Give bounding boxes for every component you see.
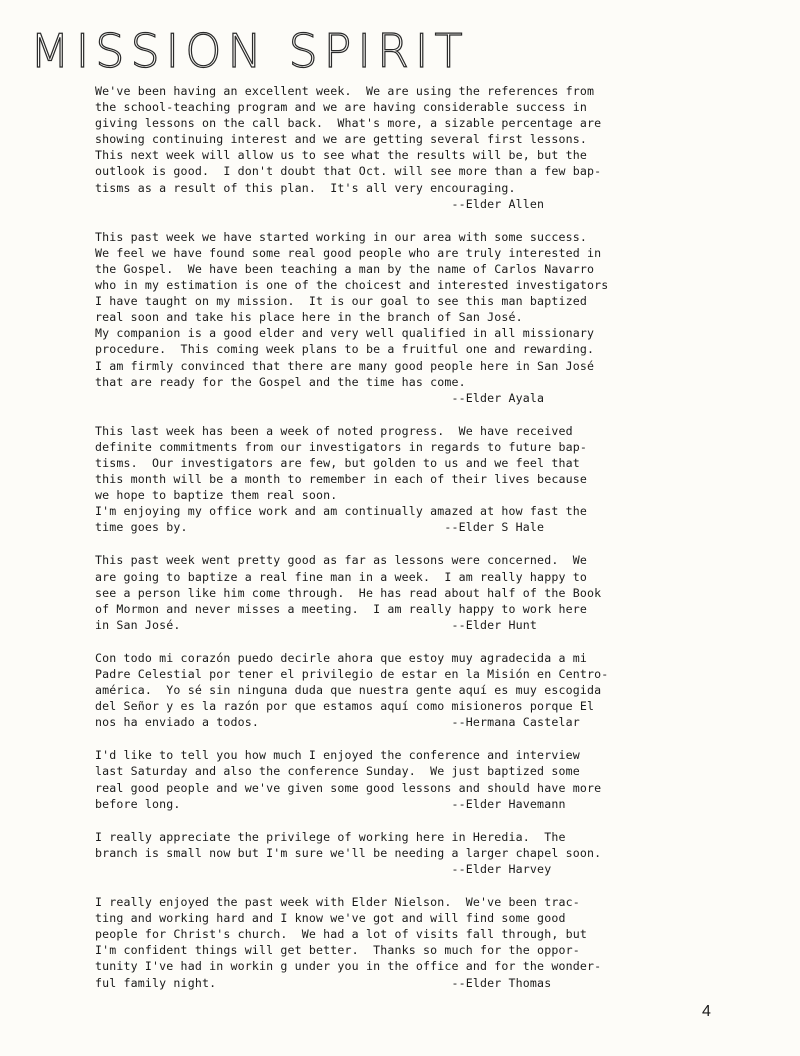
paragraph-gap bbox=[95, 212, 685, 229]
letter-line: This next week will allow us to see what the results will be, but the bbox=[95, 148, 587, 163]
letter-line: that are ready for the Gospel and the time has come. bbox=[95, 374, 466, 389]
letter-line: del Señor y es la razón por que estamos aquí como misioneros porque El bbox=[95, 699, 595, 714]
letter-line: see a person like him come through. He has read about half of the Book bbox=[95, 585, 602, 600]
letter-line: who in my estimation is one of the choicest and interested investigators bbox=[95, 278, 609, 293]
paragraph-gap bbox=[95, 730, 685, 747]
letter-line: I'd like to tell you how much I enjoyed the conference and interview bbox=[95, 748, 580, 763]
letter-elder-ayala bbox=[95, 229, 685, 406]
masthead-title: MISSION SPIRIT bbox=[30, 24, 469, 78]
letter-elder-s-hale bbox=[95, 423, 685, 536]
paragraph-gap bbox=[95, 633, 685, 650]
letter-elder-allen bbox=[95, 83, 685, 212]
letter-elder-hunt bbox=[95, 552, 685, 632]
letter-line: I am firmly convinced that there are many good people here in San José bbox=[95, 358, 595, 373]
letter-line: I'm confident things will get better. Thanks so much for the oppor- bbox=[95, 943, 580, 958]
letter-line: giving lessons on the call back. What's more, a sizable percentage are bbox=[95, 116, 602, 131]
letter-line: outlook is good. I don't doubt that Oct. will see more than a few bap- bbox=[95, 164, 602, 179]
letter-line: This last week has been a week of noted progress. We have received bbox=[95, 423, 573, 438]
letter-line: We feel we have found some real good people who are truly interested in bbox=[95, 245, 602, 260]
letter-line: we hope to baptize them real soon. bbox=[95, 488, 338, 503]
letter-line: ting and working hard and I know we've got and will find some good bbox=[95, 911, 566, 926]
letter-signature: in San José. --Elder Hunt bbox=[95, 617, 538, 632]
letter-line: Con todo mi corazón puedo decirle ahora que estoy muy agradecida a mi bbox=[95, 650, 587, 665]
letter-line: We've been having an excellent week. We are using the references from bbox=[95, 84, 595, 98]
letter-elder-havemann bbox=[95, 747, 685, 811]
letter-signature: --Elder Ayala bbox=[95, 390, 545, 405]
letter-elder-harvey bbox=[95, 829, 685, 877]
letter-signature: time goes by. --Elder S Hale bbox=[95, 520, 545, 535]
letter-signature: before long. --Elder Havemann bbox=[95, 796, 566, 811]
letter-line: are going to baptize a real fine man in a week. I am really happy to bbox=[95, 569, 587, 584]
letter-line: tisms. Our investigators are few, but golden to us and we feel that bbox=[95, 455, 580, 470]
letter-line: real soon and take his place here in the branch of San José. bbox=[95, 310, 523, 325]
letter-line: the school-teaching program and we are having considerable success in bbox=[95, 100, 587, 115]
page-number: 4 bbox=[702, 1003, 711, 1020]
letter-line: I really enjoyed the past week with Elder Nielson. We've been trac- bbox=[95, 895, 580, 910]
letter-line: This past week we have started working in our area with some success. bbox=[95, 229, 587, 244]
letter-signature: ful family night. --Elder Thomas bbox=[95, 975, 552, 990]
letter-line: real good people and we've given some good lessons and should have more bbox=[95, 780, 602, 795]
paragraph-gap bbox=[95, 535, 685, 552]
letter-signature: --Elder Harvey bbox=[95, 861, 552, 876]
letters-column bbox=[95, 83, 685, 991]
paragraph-gap bbox=[95, 877, 685, 894]
letter-line: branch is small now but I'm sure we'll be needing a larger chapel soon. bbox=[95, 845, 602, 860]
letter-line: definite commitments from our investigators in regards to future bap- bbox=[95, 439, 587, 454]
letter-line: My companion is a good elder and very well qualified in all missionary bbox=[95, 326, 595, 341]
letter-line: I really appreciate the privilege of working here in Heredia. The bbox=[95, 829, 566, 844]
letter-signature: nos ha enviado a todos. --Hermana Castelar bbox=[95, 715, 580, 730]
paragraph-gap bbox=[95, 406, 685, 423]
letter-line: Padre Celestial por tener el privilegio de estar en la Misión en Centro- bbox=[95, 667, 609, 681]
letter-line: showing continuing interest and we are getting several first lessons. bbox=[95, 132, 587, 147]
paragraph-gap bbox=[95, 812, 685, 829]
letter-line: last Saturday and also the conference Sunday. We just baptized some bbox=[95, 764, 580, 779]
letter-line: This past week went pretty good as far as lessons were concerned. We bbox=[95, 553, 587, 568]
letter-line: people for Christ's church. We had a lot of visits fall through, but bbox=[95, 927, 587, 942]
letter-line: the Gospel. We have been teaching a man by the name of Carlos Navarro bbox=[95, 261, 595, 276]
letter-hermana-castelar bbox=[95, 650, 685, 730]
letter-line: procedure. This coming week plans to be a fruitful one and rewarding. bbox=[95, 342, 595, 357]
letter-line: tisms as a result of this plan. It's all very encouraging. bbox=[95, 180, 516, 195]
letter-signature: --Elder Allen bbox=[95, 196, 545, 211]
letter-line: this month will be a month to remember in each of their lives because bbox=[95, 472, 587, 487]
letter-line: I'm enjoying my office work and am continually amazed at how fast the bbox=[95, 504, 587, 519]
letter-line: of Mormon and never misses a meeting. I am really happy to work here bbox=[95, 601, 587, 616]
letter-line: tunity I've had in workin g under you in the office and for the wonder- bbox=[95, 959, 602, 974]
letter-line: I have taught on my mission. It is our goal to see this man baptized bbox=[95, 294, 587, 309]
letter-line: américa. Yo sé sin ninguna duda que nuestra gente aquí es muy escogida bbox=[95, 683, 602, 698]
letter-elder-thomas bbox=[95, 894, 685, 991]
